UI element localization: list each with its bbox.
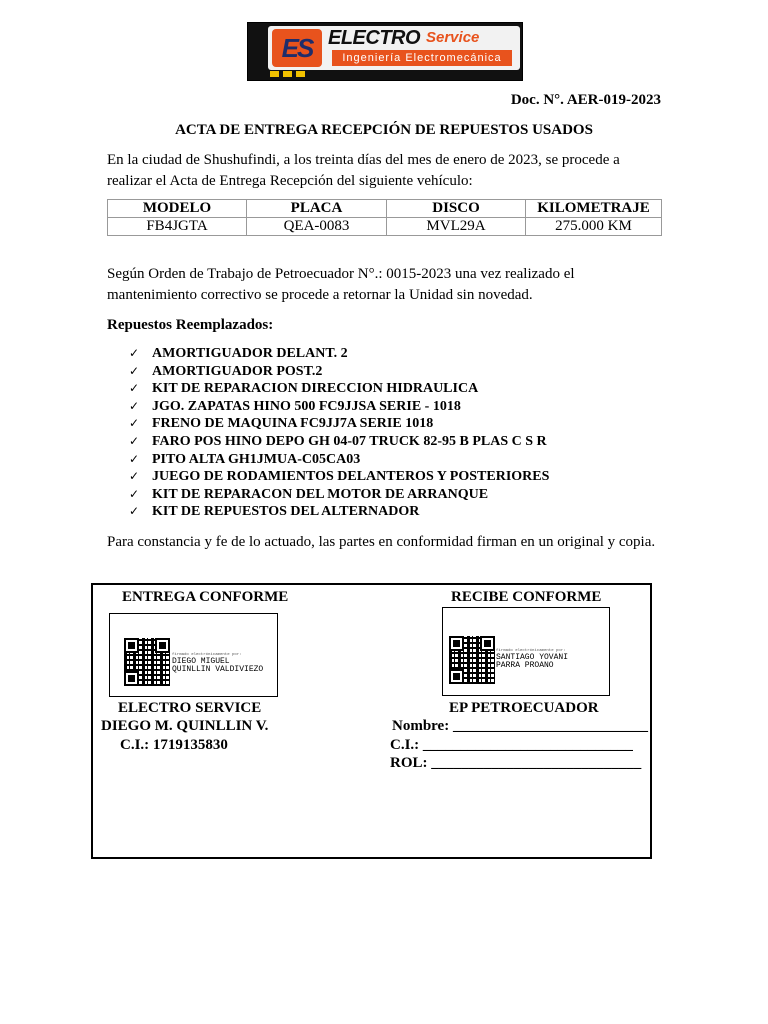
document-number: Doc. N°. AER-019-2023 bbox=[510, 92, 661, 108]
logo-brand-accent: Service bbox=[426, 29, 480, 46]
right-nombre-line: Nombre: __________________________ bbox=[392, 718, 648, 734]
document-title: ACTA DE ENTREGA RECEPCIÓN DE REPUESTOS USADOS bbox=[175, 122, 593, 138]
parts-title: Repuestos Reemplazados: bbox=[107, 317, 274, 333]
check-icon: ✓ bbox=[129, 451, 140, 466]
check-icon: ✓ bbox=[129, 398, 140, 413]
right-stamp-line1: SANTIAGO YOVANI bbox=[496, 653, 569, 662]
intro-paragraph: En la ciudad de Shushufindi, a los treinta días del mes de enero de 2023, se procede a realizar el Acta de Entrega Recepción del siguiente vehículo: bbox=[107, 152, 620, 189]
table-header: MODELO bbox=[108, 200, 247, 218]
left-digital-signature-stamp: firmado electrónicamente por: DIEGO MIGUEL QUINLLIN VALDIVIEZO bbox=[109, 613, 278, 697]
left-company: ELECTRO SERVICE bbox=[118, 700, 262, 716]
table-cell: FB4JGTA bbox=[108, 218, 247, 236]
right-stamp-line2: PARRA PROANO bbox=[496, 661, 554, 670]
list-item: ✓ KIT DE REPUESTOS DEL ALTERNADOR bbox=[129, 504, 420, 520]
right-ci-line: C.I.: ____________________________ bbox=[390, 737, 633, 753]
vehicle-table bbox=[107, 199, 662, 236]
table-header: PLACA bbox=[247, 200, 387, 218]
left-stamp-line1: DIEGO MIGUEL bbox=[172, 657, 230, 666]
check-icon: ✓ bbox=[129, 504, 140, 519]
parts-list bbox=[129, 345, 549, 521]
logo-brand-main: ELECTRO bbox=[328, 27, 421, 49]
list-item: ✓ KIT DE REPARACON DEL MOTOR DE ARRANQUE bbox=[129, 486, 489, 502]
list-item: ✓ JGO. ZAPATAS HINO 500 FC9JJSA SERIE - 1018 bbox=[129, 398, 461, 414]
company-logo bbox=[247, 22, 523, 81]
list-item: ✓ KIT DE REPARACION DIRECCION HIDRAULICA bbox=[129, 381, 479, 397]
list-item: ✓ AMORTIGUADOR DELANT. 2 bbox=[129, 346, 348, 361]
table-header-row bbox=[108, 200, 662, 218]
list-item: ✓ AMORTIGUADOR POST.2 bbox=[129, 363, 323, 379]
check-icon: ✓ bbox=[129, 363, 140, 378]
check-icon: ✓ bbox=[129, 416, 140, 431]
table-header: DISCO bbox=[387, 200, 526, 218]
list-item: ✓ FARO POS HINO DEPO GH 04-07 TRUCK 82-95 B PLAS C S R bbox=[129, 433, 547, 449]
table-header: KILOMETRAJE bbox=[526, 200, 662, 218]
work-order-paragraph: Según Orden de Trabajo de Petroecuador N°.: 0015-2023 una vez realizado el mantenimiento correctivo se procede a retornar la Unidad sin novedad. bbox=[107, 266, 575, 303]
check-icon: ✓ bbox=[129, 381, 140, 396]
right-signature-header: RECIBE CONFORME bbox=[451, 589, 602, 605]
table-row bbox=[108, 218, 662, 236]
table-cell: MVL29A bbox=[387, 218, 526, 236]
check-icon: ✓ bbox=[129, 346, 140, 360]
logo-contact-strip bbox=[248, 70, 522, 80]
right-rol-line: ROL: ____________________________ bbox=[390, 755, 642, 771]
left-stamp-line2: QUINLLIN VALDIVIEZO bbox=[172, 665, 264, 674]
left-signer-ci: C.I.: 1719135830 bbox=[120, 737, 228, 753]
right-company: EP PETROECUADOR bbox=[449, 700, 599, 716]
table-cell: 275.000 KM bbox=[526, 218, 662, 236]
check-icon: ✓ bbox=[129, 433, 140, 448]
check-icon: ✓ bbox=[129, 469, 140, 484]
list-item: ✓ FRENO DE MAQUINA FC9JJ7A SERIE 1018 bbox=[129, 416, 434, 432]
left-signature-header: ENTREGA CONFORME bbox=[122, 589, 289, 605]
left-signer-name: DIEGO M. QUINLLIN V. bbox=[101, 718, 269, 734]
logo-mark: ES bbox=[272, 29, 322, 67]
qr-code-icon bbox=[449, 636, 495, 684]
table-cell: QEA-0083 bbox=[247, 218, 387, 236]
check-icon: ✓ bbox=[129, 486, 140, 501]
right-digital-signature-stamp: firmado electrónicamente por: SANTIAGO YOVANI PARRA PROANO bbox=[442, 607, 610, 696]
qr-code-icon bbox=[124, 638, 170, 686]
list-item: ✓ JUEGO DE RODAMIENTOS DELANTEROS Y POSTERIORES bbox=[129, 469, 550, 485]
logo-subtitle: Ingeniería Electromecánica bbox=[332, 50, 512, 66]
list-item: ✓ PITO ALTA GH1JMUA-C05CA03 bbox=[129, 451, 361, 467]
closing-paragraph: Para constancia y fe de lo actuado, las partes en conformidad firman en un original y copia. bbox=[107, 534, 656, 550]
